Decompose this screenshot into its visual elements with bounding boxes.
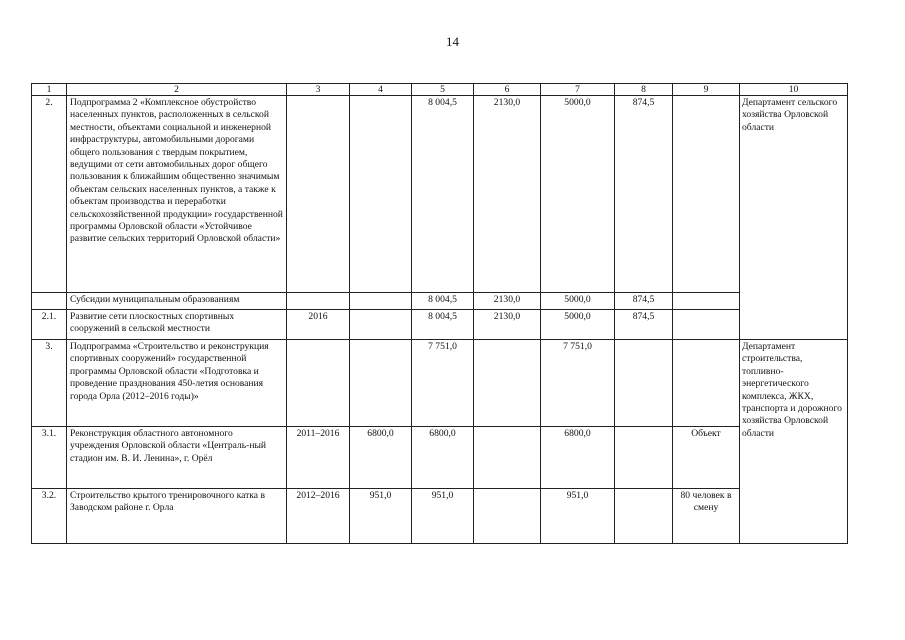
row-name: Строительство крытого тренировочного катка в Заводском районе г. Орла xyxy=(67,489,287,544)
row-col4 xyxy=(350,96,412,293)
header-cell: 1 xyxy=(32,84,67,96)
header-row xyxy=(32,84,848,96)
header-cell: 9 xyxy=(673,84,740,96)
table-row xyxy=(32,293,848,310)
table-row xyxy=(32,489,848,544)
header-cell: 5 xyxy=(412,84,474,96)
row-col6 xyxy=(474,340,541,427)
row-col9 xyxy=(673,340,740,427)
table-row xyxy=(32,310,848,340)
row-years xyxy=(287,293,350,310)
row-col8: 874,5 xyxy=(615,96,673,293)
row-name: Субсидии муниципальным образованиям xyxy=(67,293,287,310)
row-col9 xyxy=(673,96,740,293)
row-col4 xyxy=(350,310,412,340)
row-col4: 951,0 xyxy=(350,489,412,544)
row-years xyxy=(287,340,350,427)
row-col9 xyxy=(673,310,740,340)
row-col4: 6800,0 xyxy=(350,427,412,489)
row-col8 xyxy=(615,427,673,489)
row-col5: 8 004,5 xyxy=(412,293,474,310)
department-agriculture: Департамент сельского хозяйства Орловской области xyxy=(740,96,848,340)
row-col8: 874,5 xyxy=(615,293,673,310)
row-col5: 951,0 xyxy=(412,489,474,544)
row-years: 2012–2016 xyxy=(287,489,350,544)
row-col8 xyxy=(615,340,673,427)
row-col8: 874,5 xyxy=(615,310,673,340)
row-number xyxy=(32,293,67,310)
row-col8 xyxy=(615,489,673,544)
row-name: Реконструкция областного автономного учреждения Орловской области «Централь-ный стадион им. В. И. Ленина», г. Орёл xyxy=(67,427,287,489)
row-col7: 5000,0 xyxy=(541,96,615,293)
row-col5: 7 751,0 xyxy=(412,340,474,427)
header-cell: 8 xyxy=(615,84,673,96)
header-cell: 6 xyxy=(474,84,541,96)
header-cell: 3 xyxy=(287,84,350,96)
row-col7: 5000,0 xyxy=(541,310,615,340)
row-col5: 8 004,5 xyxy=(412,96,474,293)
row-col9: 80 человек в смену xyxy=(673,489,740,544)
row-col6: 2130,0 xyxy=(474,96,541,293)
row-years xyxy=(287,96,350,293)
row-col4 xyxy=(350,293,412,310)
header-cell: 2 xyxy=(67,84,287,96)
header-cell: 7 xyxy=(541,84,615,96)
row-name: Подпрограмма «Строительство и реконструкция спортивных сооружений» государственной программы Орловской области «Подготовка и проведение празднования 450-летия основания города Орла (2012–2016 годы)» xyxy=(67,340,287,427)
row-years: 2016 xyxy=(287,310,350,340)
row-col5: 6800,0 xyxy=(412,427,474,489)
row-number: 2. xyxy=(32,96,67,293)
row-col6: 2130,0 xyxy=(474,293,541,310)
row-col9: Объект xyxy=(673,427,740,489)
row-col7: 6800,0 xyxy=(541,427,615,489)
row-number: 3.2. xyxy=(32,489,67,544)
row-col4 xyxy=(350,340,412,427)
row-number: 2.1. xyxy=(32,310,67,340)
row-name: Развитие сети плоскостных спортивных сооружений в сельской местности xyxy=(67,310,287,340)
page-number: 14 xyxy=(446,34,459,49)
row-name: Подпрограмма 2 «Комплексное обустройство населенных пунктов, расположенных в сельской местности, объектами социальной и инженерной инфраструктуры, автомобильными дорогами общего пользования с твердым покрытием, ведущими от сети автомобильных дорог общего пользования к ближайшим общественно значимым объектам сельских населенных пунктов, а также к объектам производства и переработки сельскохозяйственной продукции» государственной программы Орловской области «Устойчивое развитие сельских территорий Орловской области» xyxy=(67,96,287,293)
program-table xyxy=(31,83,848,544)
row-col6 xyxy=(474,427,541,489)
row-col6 xyxy=(474,489,541,544)
header-cell: 4 xyxy=(350,84,412,96)
row-col9 xyxy=(673,293,740,310)
row-col7: 951,0 xyxy=(541,489,615,544)
header-cell: 10 xyxy=(740,84,848,96)
row-col5: 8 004,5 xyxy=(412,310,474,340)
row-number: 3. xyxy=(32,340,67,427)
table-row xyxy=(32,340,848,427)
row-col6: 2130,0 xyxy=(474,310,541,340)
row-col7: 5000,0 xyxy=(541,293,615,310)
row-col7: 7 751,0 xyxy=(541,340,615,427)
table-row xyxy=(32,96,848,293)
table-row xyxy=(32,427,848,489)
row-number: 3.1. xyxy=(32,427,67,489)
row-years: 2011–2016 xyxy=(287,427,350,489)
department-construction: Департамент строительства, топливно-энергетического комплекса, ЖКХ, транспорта и дорожного хозяйства Орловской области xyxy=(740,340,848,544)
